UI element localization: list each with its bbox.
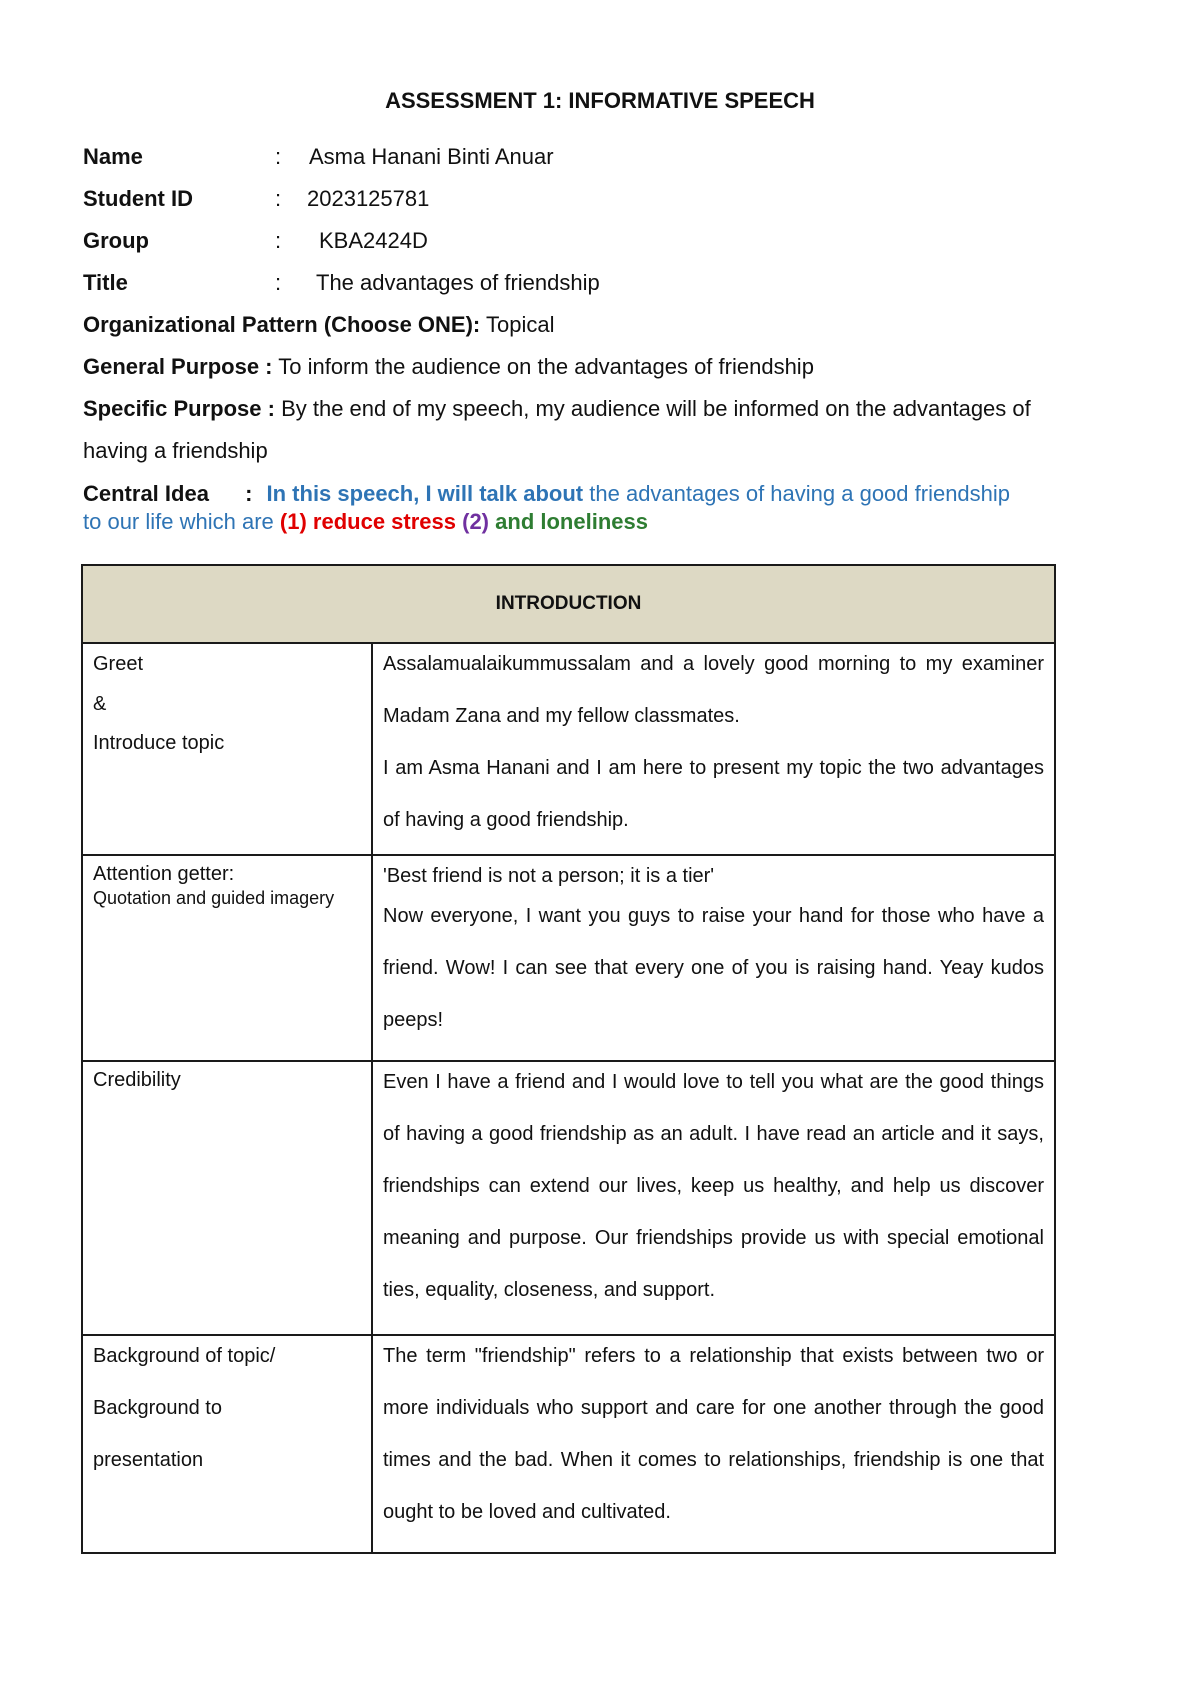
row-label: Attention getter: (93, 863, 235, 885)
row-label-cell (82, 643, 372, 855)
row-label: Greet (93, 653, 144, 675)
central-idea-label: Central Idea (83, 481, 209, 506)
central-idea-point2: and loneliness (495, 509, 648, 534)
central-idea-colon: : (245, 481, 253, 506)
title-colon: : (275, 270, 282, 295)
organizational-pattern-label: Organizational Pattern (Choose ONE): (83, 312, 481, 337)
general-purpose (83, 354, 814, 380)
row-content-cell (372, 1061, 1055, 1335)
table-heading: INTRODUCTION (82, 565, 1055, 643)
table-row (82, 1061, 1055, 1335)
table-row (82, 643, 1055, 855)
central-idea (83, 481, 1010, 507)
row-label: Background to (93, 1397, 222, 1419)
row-label: Introduce topic (93, 732, 225, 754)
introduction-table (81, 564, 1056, 1554)
name-value: Asma Hanani Binti Anuar (309, 144, 554, 169)
group-label: Group (83, 228, 149, 253)
row-label-cell (82, 1335, 372, 1553)
row-content-cell (372, 855, 1055, 1061)
specific-purpose (83, 396, 1031, 422)
table-header-row (82, 565, 1055, 643)
row-content: Now everyone, I want you guys to raise your hand for those who have a friend. Wow! I can see that every one of you is raising hand. Yeay kudos peeps! (383, 905, 1044, 1031)
row-content-cell (372, 1335, 1055, 1553)
row-label: presentation (93, 1449, 204, 1471)
name-label: Name (83, 144, 143, 169)
row-label: Quotation and guided imagery (93, 888, 335, 908)
central-idea-text2: to our life which are (83, 509, 274, 534)
group-value: KBA2424D (319, 228, 428, 253)
title-label: Title (83, 270, 128, 295)
row-content: Assalamualaikummussalam and a lovely good morning to my examiner Madam Zana and my fellow classmates. (383, 653, 1044, 727)
central-idea-text1: the advantages of having a good friendship (589, 481, 1011, 506)
row-content: I am Asma Hanani and I am here to present my topic the two advantages of having a good friendship. (383, 757, 1044, 831)
page-title: ASSESSMENT 1: INFORMATIVE SPEECH (385, 88, 815, 113)
row-content: Even I have a friend and I would love to tell you what are the good things of having a good friendship as an adult. I have read an article and it says, friendships can extend our lives, keep us healthy, and help us discover meaning and purpose. Our friendships provide us with special emotional ties, equality, closeness, and support. (383, 1071, 1044, 1301)
row-label: & (93, 693, 107, 715)
central-idea-lead: In this speech, I will talk about (266, 481, 584, 506)
organizational-pattern-value: Topical (485, 312, 555, 337)
table-row (82, 1335, 1055, 1553)
central-idea-num2: (2) (462, 509, 490, 534)
specific-purpose-value-line1: By the end of my speech, my audience will be informed on the advantages of (281, 396, 1031, 421)
row-content-cell (372, 643, 1055, 855)
student-id-value: 2023125781 (307, 186, 430, 211)
central-idea-line2 (83, 509, 648, 535)
student-id-colon: : (275, 186, 282, 211)
general-purpose-label: General Purpose : (83, 354, 273, 379)
title-value: The advantages of friendship (316, 270, 600, 295)
general-purpose-value: To inform the audience on the advantages of friendship (278, 354, 814, 379)
row-label: Credibility (93, 1069, 181, 1091)
row-label: Background of topic/ (93, 1345, 276, 1367)
central-idea-num1: (1) (279, 509, 307, 534)
student-id-label: Student ID (83, 186, 193, 211)
row-content: 'Best friend is not a person; it is a tier' (383, 865, 715, 887)
specific-purpose-value-line2: having a friendship (83, 438, 268, 463)
row-content: The term "friendship" refers to a relationship that exists between two or more individuals who support and care for one another through the good times and the bad. When it comes to relationships, friendship is one that ought to be loved and cultivated. (383, 1345, 1044, 1523)
table-row (82, 855, 1055, 1061)
name-colon: : (275, 144, 282, 169)
row-label-cell (82, 1061, 372, 1335)
specific-purpose-line2 (83, 438, 268, 464)
group-colon: : (275, 228, 282, 253)
row-label-cell (82, 855, 372, 1061)
specific-purpose-label: Specific Purpose : (83, 396, 275, 421)
central-idea-point1: reduce stress (312, 509, 456, 534)
organizational-pattern (83, 312, 554, 338)
